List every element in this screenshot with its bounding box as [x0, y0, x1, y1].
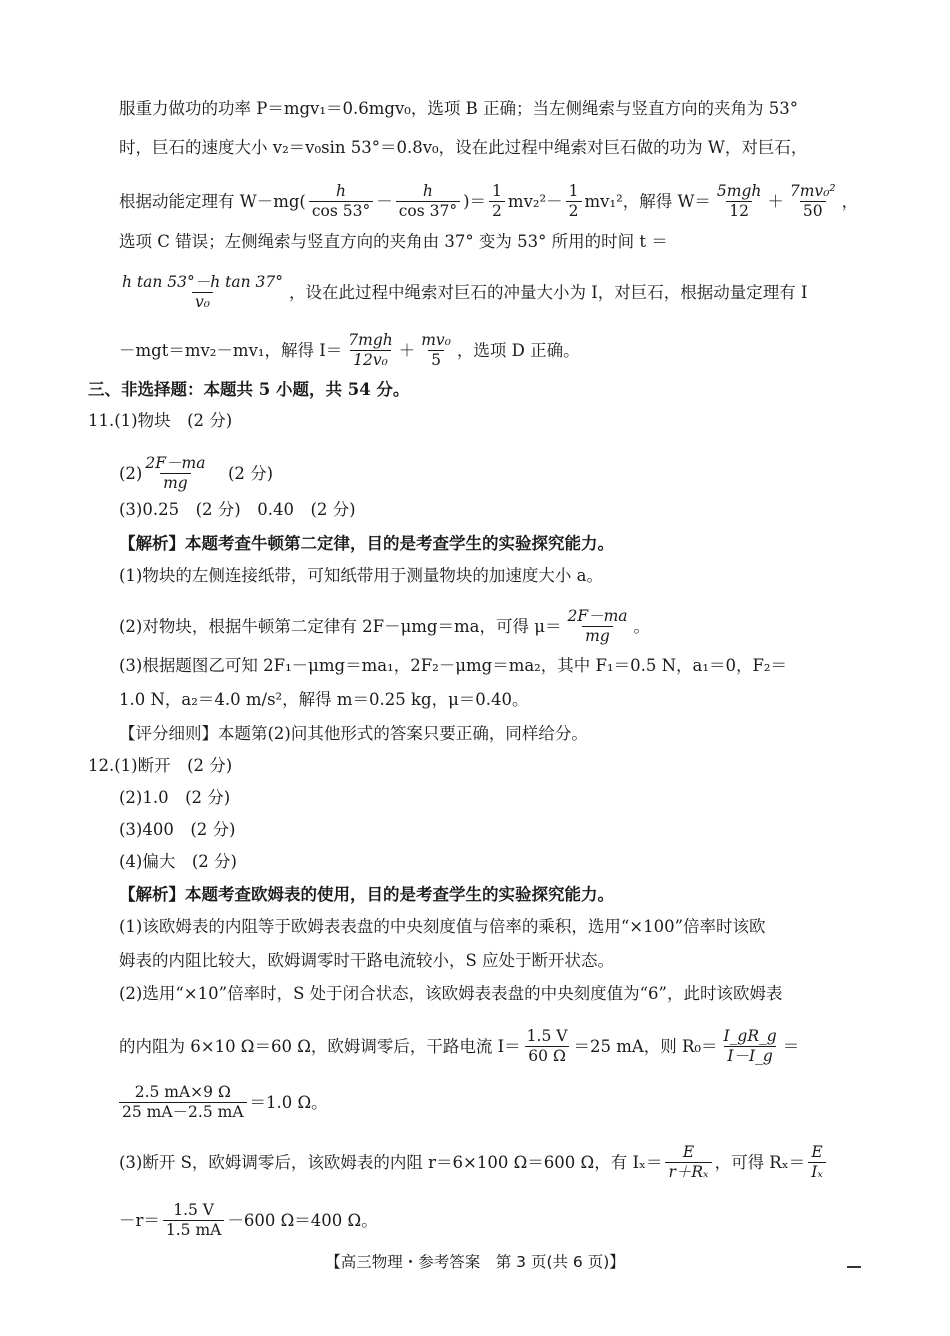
formula-line [119, 1143, 861, 1182]
line-text: 时，巨石的速度大小 v₂＝v₀sin 53°＝0.8v₀，设在此过程中绳索对巨石做的功为 W，对巨石， [119, 138, 808, 157]
denominator: 5 [428, 350, 444, 370]
denominator: I－I_g [724, 1046, 775, 1066]
line-text: mv₂²－ [507, 191, 563, 211]
line-text: － [376, 191, 393, 211]
text-line [119, 915, 861, 939]
formula-line [119, 1201, 861, 1240]
formula-line [119, 454, 861, 493]
line-text: ＋ [767, 191, 784, 211]
line-text: (2)对物块，根据牛顿第二定律有 2F－μmg＝ma，可得 μ＝ [119, 616, 562, 636]
analysis-heading [119, 532, 861, 556]
denominator: 60 Ω [525, 1046, 569, 1066]
line-text: －mgt＝mv₂－mv₁，解得 I＝ [119, 340, 343, 360]
denominator: 50 [800, 201, 826, 221]
denominator: cos 37° [396, 201, 460, 221]
line-text: ， [841, 191, 859, 211]
fraction [714, 182, 764, 221]
line-text: ，选项 D 正确。 [456, 340, 580, 360]
text-line [119, 688, 861, 712]
numerator: E [682, 1143, 695, 1161]
text-line [119, 136, 861, 160]
text-line [119, 949, 861, 973]
line-text: －r＝ [119, 1210, 160, 1230]
fraction [787, 182, 839, 221]
line-text: (2)选用“×10”倍率时，S 处于闭合状态，该欧姆表表盘的中央刻度值为“6”，此时该欧姆表 [119, 984, 783, 1003]
scoring-note [119, 722, 861, 746]
page-footer: 【高三物理・参考答案 第 3 页(共 6 页)】 [325, 1253, 625, 1271]
fraction [142, 454, 208, 493]
denominator: 2 [566, 201, 582, 221]
formula-line [119, 607, 861, 646]
numerator: mv₀ [421, 331, 451, 349]
denominator: 1.5 mA [163, 1220, 224, 1240]
line-text: －600 Ω＝400 Ω。 [227, 1210, 378, 1230]
fraction [566, 182, 582, 221]
denominator: Iₓ [808, 1162, 826, 1182]
numerator: I_gR_g [723, 1027, 777, 1045]
line-text: (3)0.25 (2 分) 0.40 (2 分) [119, 500, 356, 519]
numerator: 2F－ma [567, 607, 628, 625]
numerator: 1 [568, 182, 579, 200]
numerator: 2.5 mA×9 Ω [134, 1083, 231, 1101]
line-text: )＝ [463, 191, 487, 211]
fraction [721, 1027, 780, 1066]
numerator: h [336, 182, 347, 200]
fraction [119, 1083, 247, 1122]
denominator: 25 mA－2.5 mA [119, 1102, 247, 1122]
line-text: ，可得 Rₓ＝ [714, 1152, 806, 1172]
numerator: E [811, 1143, 823, 1161]
formula-line [119, 1027, 861, 1066]
line-text: 。 [633, 616, 651, 636]
text-line [119, 230, 861, 254]
fraction [396, 182, 460, 221]
section-heading [88, 378, 830, 402]
text-line [119, 97, 861, 121]
answer-line [88, 754, 830, 778]
numerator: 2F－ma [145, 454, 206, 472]
denominator: r＋Rₓ [665, 1162, 711, 1182]
line-text: 【解析】本题考查牛顿第二定律，目的是考查学生的实验探究能力。 [119, 534, 614, 553]
answer-line [119, 850, 861, 874]
denominator: v₀ [192, 292, 213, 312]
formula-line [119, 331, 861, 370]
numerator: 7mgh [348, 331, 393, 349]
line-text: ＝1.0 Ω。 [249, 1092, 328, 1112]
fraction [808, 1143, 826, 1182]
text-line [119, 654, 861, 678]
line-text: ＋ [398, 340, 416, 360]
line-text: (3)断开 S，欧姆调零后，该欧姆表的内阻 r＝6×100 Ω＝600 Ω，有 Iₓ＝ [119, 1152, 663, 1172]
numerator: h tan 53°－h tan 37° [122, 273, 284, 291]
line-text: mv₁²，解得 W＝ [584, 191, 711, 211]
line-text: (3)400 (2 分) [119, 820, 236, 839]
denominator: 12 [726, 201, 752, 221]
line-text: 服重力做功的功率 P＝mgv₁＝0.6mgv₀，选项 B 正确；当左侧绳索与竖直方向的夹角为 53° [119, 99, 798, 118]
answer-line [88, 409, 830, 433]
answer-line [119, 818, 861, 842]
numerator: 1.5 V [526, 1027, 568, 1045]
line-text: 1.0 N，a₂＝4.0 m/s²，解得 m＝0.25 kg，μ＝0.40。 [119, 690, 529, 709]
line-text: 【解析】本题考查欧姆表的使用，目的是考查学生的实验探究能力。 [119, 885, 614, 904]
fraction [564, 607, 630, 646]
numerator: 1.5 V [173, 1201, 215, 1219]
fraction [345, 331, 395, 370]
line-text: (2) [119, 463, 143, 483]
denominator: 2 [489, 201, 505, 221]
analysis-heading [119, 883, 861, 907]
line-text: 选项 C 错误；左侧绳索与竖直方向的夹角由 37° 变为 53° 所用的时间 t ＝ [119, 232, 668, 251]
numerator: 5mgh [716, 182, 762, 200]
fraction [665, 1143, 711, 1182]
numerator: 1 [492, 182, 502, 200]
line-text: ＝25 mA，则 R₀＝ [573, 1036, 718, 1056]
answer-line [119, 498, 861, 522]
denominator: 12v₀ [350, 350, 391, 370]
fraction [524, 1027, 571, 1066]
fraction [489, 182, 505, 221]
denominator: cos 53° [309, 201, 373, 221]
fraction [119, 273, 286, 312]
formula-line [119, 1083, 861, 1122]
line-text: 12.(1)断开 (2 分) [88, 756, 233, 775]
formula-line [119, 273, 861, 312]
line-text: (2)1.0 (2 分) [119, 788, 231, 807]
line-text: 11.(1)物块 (2 分) [88, 411, 233, 430]
line-text: ＝ [782, 1036, 800, 1056]
denominator: mg [160, 473, 191, 493]
line-text: (4)偏大 (2 分) [119, 852, 237, 871]
line-text: 根据动能定理有 W－mg( [119, 191, 306, 211]
text-line [119, 564, 861, 588]
line-text: ，设在此过程中绳索对巨石的冲量大小为 I，对巨石，根据动量定理有 I [289, 282, 808, 302]
text-line [119, 982, 861, 1006]
line-text: (3)根据题图乙可知 2F₁－μmg＝ma₁，2F₂－μmg＝ma₂，其中 F₁＝0.5 N，a₁＝0，F₂＝ [119, 656, 788, 675]
line-text: (2 分) [211, 463, 274, 483]
section-title: 三、非选择题：本题共 5 小题，共 54 分。 [88, 380, 410, 399]
line-text: 姆表的内阻比较大，欧姆调零时干路电流较小，S 应处于断开状态。 [119, 951, 615, 970]
line-text: 【评分细则】本题第(2)问其他形式的答案只要正确，同样给分。 [119, 724, 588, 743]
answer-line [119, 786, 861, 810]
line-text: (1)该欧姆表的内阻等于欧姆表表盘的中央刻度值与倍率的乘积，选用“×100”倍率时该欧 [119, 917, 766, 936]
numerator: 7mv₀² [789, 182, 836, 200]
fraction [418, 331, 454, 370]
fraction [163, 1201, 224, 1240]
corner-mark [847, 1266, 861, 1268]
line-text: 的内阻为 6×10 Ω＝60 Ω，欧姆调零后，干路电流 I＝ [119, 1036, 521, 1056]
numerator: h [422, 182, 433, 200]
denominator: mg [582, 626, 613, 646]
fraction [309, 182, 373, 221]
formula-line [119, 182, 861, 221]
line-text: (1)物块的左侧连接纸带，可知纸带用于测量物块的加速度大小 a。 [119, 566, 603, 585]
